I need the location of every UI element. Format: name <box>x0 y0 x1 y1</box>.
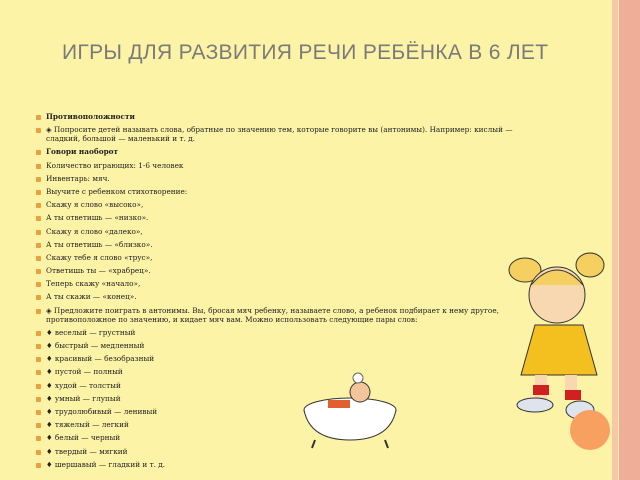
bullet-item: ♦ белый — черный <box>36 433 536 442</box>
bullet-item: Выучите с ребенком стихотворение: <box>36 187 536 196</box>
bullet-item: А ты ответишь — «низко». <box>36 213 536 222</box>
bullet-item: ♦ пустой — полный <box>36 367 536 376</box>
bullet-item: ♦ быстрый — медленный <box>36 341 536 350</box>
bullet-item: Инвентарь: мяч. <box>36 174 536 183</box>
bullet-item: Скажу тебе я слово «трус», <box>36 253 536 262</box>
bullet-item: ♦ трудолюбивый — ленивый <box>36 407 536 416</box>
decorative-circle <box>570 410 610 450</box>
bullet-item: ♦ красивый — безобразный <box>36 354 536 363</box>
bullet-item: А ты скажи — «конец». <box>36 292 536 301</box>
bullet-item: ♦ умный — глупый <box>36 394 536 403</box>
decorative-stripe <box>619 0 640 480</box>
slide-body <box>36 112 536 473</box>
bathtub-child-illustration <box>300 370 400 450</box>
girl-illustration <box>505 250 615 425</box>
bullet-item: Количество играющих: 1-6 человек <box>36 161 536 170</box>
bullet-item: ◈ Попросите детей называть слова, обратные по значению тем, которые говорите вы (антонимы). Например: кислый — сладкий, большой — маленький и т. д. <box>36 125 536 143</box>
bullet-item: ♦ тяжелый — легкий <box>36 420 536 429</box>
bullet-item: Скажу я слово «высоко», <box>36 200 536 209</box>
bullet-item: ♦ шершавый — гладкий и т. д. <box>36 460 536 469</box>
bullet-item: Ответишь ты — «храбрец». <box>36 266 536 275</box>
bullet-item: ♦ веселый — грустный <box>36 328 536 337</box>
slide-title: ИГРЫ ДЛЯ РАЗВИТИЯ РЕЧИ РЕБЁНКА В 6 ЛЕТ <box>62 41 549 64</box>
bullet-item: Теперь скажу «начало», <box>36 279 536 288</box>
bullet-item: Скажу я слово «далеко», <box>36 227 536 236</box>
bullet-item: А ты ответишь — «близко». <box>36 240 536 249</box>
bullet-item: ♦ твердый — мягкий <box>36 447 536 456</box>
bullet-item: Говори наоборот <box>36 147 536 156</box>
bullet-item: Противоположности <box>36 112 536 121</box>
bullet-item: ♦ худой — толстый <box>36 381 536 390</box>
bullet-item: ◈ Предложите поиграть в антонимы. Вы, бросая мяч ребенку, называете слово, а ребенок подбирает к нему другое, противоположное по значению, и кидает мяч вам. Можно использовать следующие пары слов: <box>36 306 536 324</box>
